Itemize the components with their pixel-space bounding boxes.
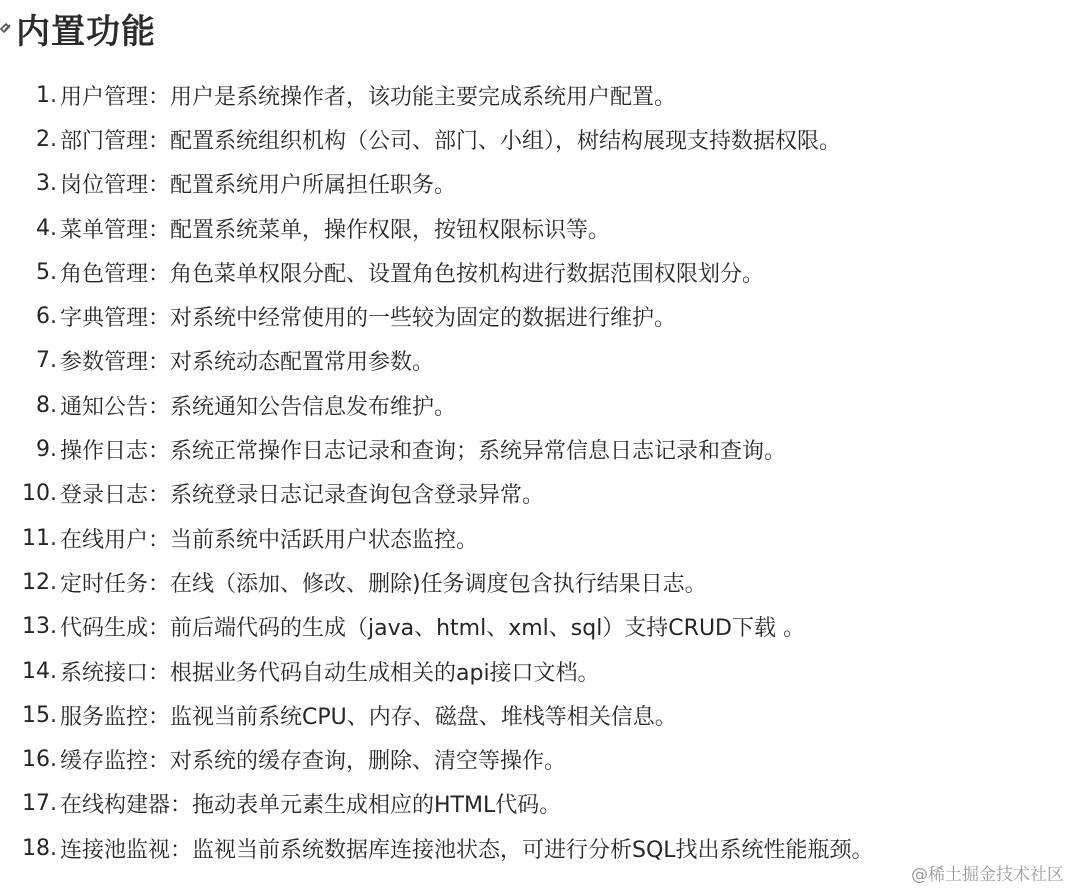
list-item [0, 826, 874, 870]
item-text: 连接池监视：监视当前系统数据库连接池状态，可进行分析SQL找出系统性能瓶颈。 [60, 837, 874, 863]
item-number: 18. [22, 835, 57, 861]
item-number: 16. [22, 747, 57, 773]
item-text: 角色管理：角色菜单权限分配、设置角色按机构进行数据范围权限划分。 [60, 261, 765, 287]
list-item [0, 206, 874, 250]
item-number: 2. [36, 126, 57, 152]
item-number: 14. [22, 658, 57, 684]
list-item [0, 73, 874, 117]
item-number: 12. [22, 569, 57, 595]
list-item [0, 737, 874, 781]
item-number: 17. [22, 791, 57, 817]
list-item [0, 649, 874, 693]
item-number: 11. [22, 525, 57, 551]
list-item [0, 427, 874, 471]
item-text: 通知公告：系统通知公告信息发布维护。 [60, 394, 457, 420]
item-text: 登录日志：系统登录日志记录查询包含登录异常。 [60, 483, 545, 509]
item-text: 用户管理：用户是系统操作者，该功能主要完成系统用户配置。 [60, 84, 677, 110]
item-number: 4. [36, 215, 57, 241]
item-number: 8. [36, 392, 57, 418]
item-text: 系统接口：根据业务代码自动生成相关的api接口文档。 [60, 660, 600, 686]
item-number: 7. [36, 348, 57, 374]
item-number: 5. [36, 259, 57, 285]
list-item [0, 472, 874, 516]
list-item [0, 117, 874, 161]
item-text: 操作日志：系统正常操作日志记录和查询；系统异常信息日志记录和查询。 [60, 439, 787, 465]
item-number: 6. [36, 304, 57, 330]
list-item [0, 339, 874, 383]
item-text: 服务监控：监视当前系统CPU、内存、磁盘、堆栈等相关信息。 [60, 704, 677, 730]
item-number: 13. [22, 614, 57, 640]
item-text: 参数管理：对系统动态配置常用参数。 [60, 350, 435, 376]
list-item [0, 516, 874, 560]
list-item [0, 605, 874, 649]
item-text: 在线用户：当前系统中活跃用户状态监控。 [60, 527, 479, 553]
item-number: 10. [22, 481, 57, 507]
item-text: 缓存监控：对系统的缓存查询，删除、清空等操作。 [60, 749, 567, 775]
list-item [0, 560, 874, 604]
item-text: 菜单管理：配置系统菜单，操作权限，按钮权限标识等。 [60, 217, 611, 243]
section-heading [0, 2, 156, 54]
feature-list [0, 73, 874, 870]
list-item [0, 693, 874, 737]
watermark: @稀土掘金技术社区 [911, 865, 1064, 885]
item-number: 1. [36, 82, 57, 108]
link-anchor-icon[interactable] [0, 18, 14, 38]
list-item [0, 162, 874, 206]
item-text: 在线构建器：拖动表单元素生成相应的HTML代码。 [60, 793, 562, 819]
list-item [0, 294, 874, 338]
item-text: 部门管理：配置系统组织机构（公司、部门、小组），树结构展现支持数据权限。 [60, 128, 842, 154]
item-number: 3. [36, 171, 57, 197]
item-text: 定时任务：在线（添加、修改、删除)任务调度包含执行结果日志。 [60, 571, 707, 597]
page-title: 内置功能 [16, 11, 156, 52]
item-number: 15. [22, 702, 57, 728]
list-item [0, 250, 874, 294]
list-item [0, 383, 874, 427]
item-text: 字典管理：对系统中经常使用的一些较为固定的数据进行维护。 [60, 306, 677, 332]
item-number: 9. [36, 437, 57, 463]
item-text: 岗位管理：配置系统用户所属担任职务。 [60, 173, 457, 199]
list-item [0, 782, 874, 826]
item-text: 代码生成：前后端代码的生成（java、html、xml、sql）支持CRUD下载 。 [60, 616, 805, 642]
